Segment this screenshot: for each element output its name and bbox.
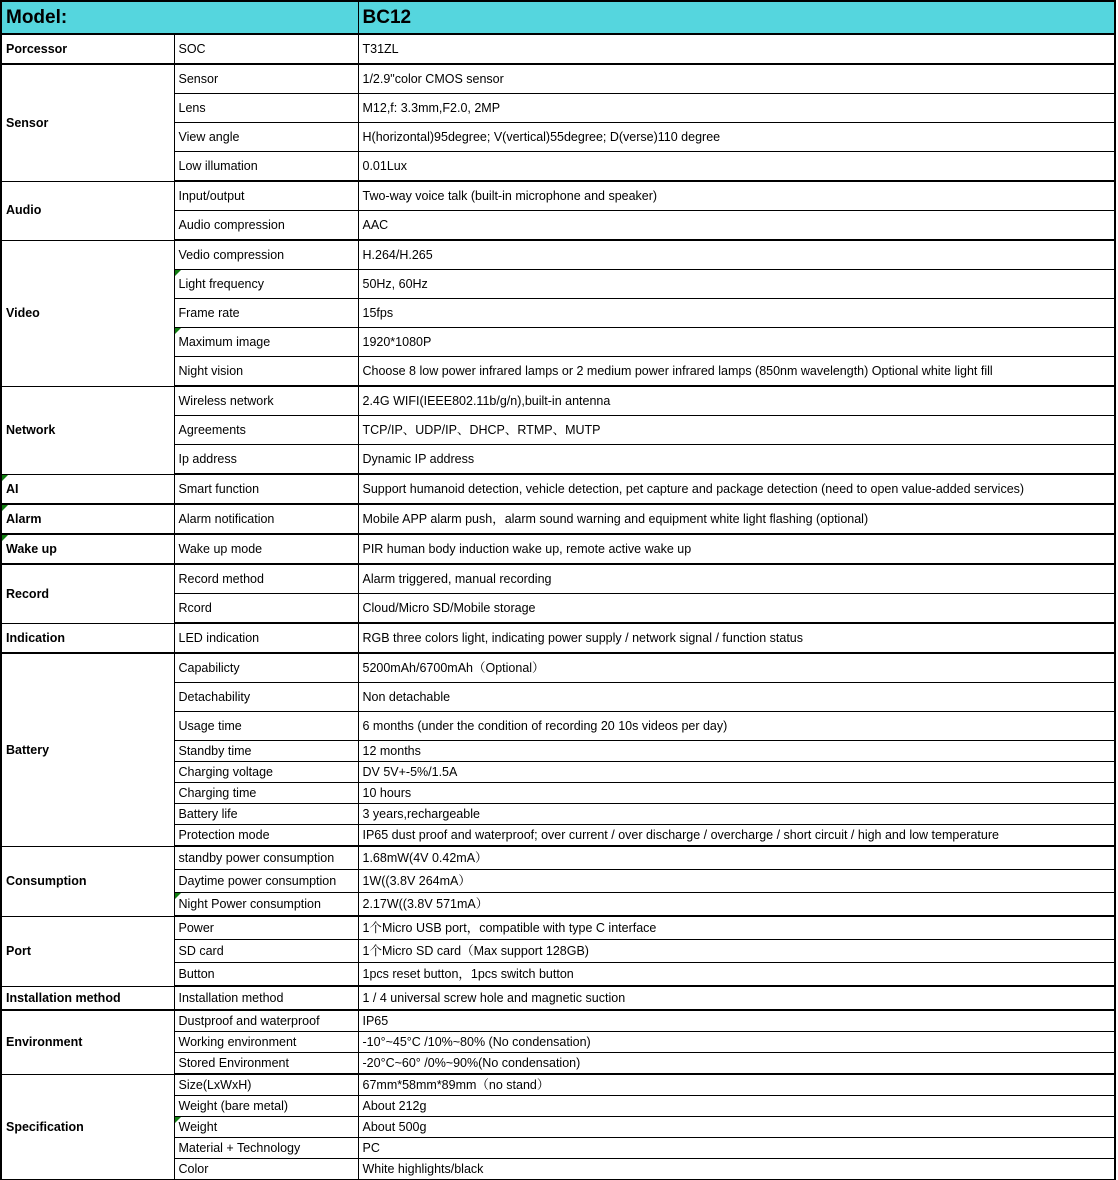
value-cell: IP65 [358,1010,1115,1032]
parameter-cell: Wake up mode [174,534,358,564]
parameter-cell: Vedio compression [174,240,358,270]
parameter-cell: Night Power consumption [174,893,358,917]
category-cell: Installation method [1,986,174,1010]
table-row [1,653,1115,683]
value-cell: TCP/IP、UDP/IP、DHCP、RTMP、MUTP [358,416,1115,445]
value-cell: 1/2.9"color CMOS sensor [358,64,1115,94]
value-cell: Two-way voice talk (built-in microphone and speaker) [358,181,1115,211]
table-header-row [1,1,1115,34]
parameter-cell: Audio compression [174,211,358,241]
value-cell: Non detachable [358,683,1115,712]
parameter-cell: Protection mode [174,825,358,847]
value-cell: About 500g [358,1117,1115,1138]
table-row [1,986,1115,1010]
category-cell: AI [1,474,174,504]
table-row [1,1010,1115,1032]
value-cell: 50Hz, 60Hz [358,270,1115,299]
parameter-cell: Battery life [174,804,358,825]
category-cell: Wake up [1,534,174,564]
table-row [1,504,1115,534]
category-cell: Video [1,240,174,386]
category-cell: Port [1,916,174,986]
parameter-cell: Sensor [174,64,358,94]
header-model-value: BC12 [358,1,1115,34]
parameter-cell: Input/output [174,181,358,211]
parameter-cell: Detachability [174,683,358,712]
parameter-cell: Usage time [174,712,358,741]
value-cell: PIR human body induction wake up, remote active wake up [358,534,1115,564]
table-row [1,240,1115,270]
value-cell: 12 months [358,741,1115,762]
parameter-cell: Ip address [174,445,358,475]
value-cell: H(horizontal)95degree; V(vertical)55degree; D(verse)110 degree [358,123,1115,152]
parameter-cell: Charging time [174,783,358,804]
value-cell: 2.4G WIFI(IEEE802.11b/g/n),built-in antenna [358,386,1115,416]
category-cell: Porcessor [1,34,174,64]
value-cell: 15fps [358,299,1115,328]
value-cell: 1个Micro SD card（Max support 128GB) [358,940,1115,963]
table-row [1,34,1115,64]
parameter-cell: Agreements [174,416,358,445]
value-cell: Support humanoid detection, vehicle detection, pet capture and package detection (need to open value-added services) [358,474,1115,504]
value-cell: M12,f: 3.3mm,F2.0, 2MP [358,94,1115,123]
parameter-cell: Color [174,1159,358,1180]
value-cell: 1920*1080P [358,328,1115,357]
parameter-cell: Light frequency [174,270,358,299]
parameter-cell: Daytime power consumption [174,870,358,893]
parameter-cell: Charging voltage [174,762,358,783]
table-row [1,386,1115,416]
parameter-cell: Weight (bare metal) [174,1096,358,1117]
parameter-cell: LED indication [174,623,358,653]
parameter-cell: Capabilicty [174,653,358,683]
value-cell: 1W((3.8V 264mA） [358,870,1115,893]
table-row [1,623,1115,653]
value-cell: 3 years,rechargeable [358,804,1115,825]
value-cell: -20°C~60° /0%~90%(No condensation) [358,1053,1115,1075]
category-cell: Environment [1,1010,174,1074]
parameter-cell: Dustproof and waterproof [174,1010,358,1032]
category-cell: Network [1,386,174,474]
value-cell: 67mm*58mm*89mm（no stand） [358,1074,1115,1096]
value-cell: 1 / 4 universal screw hole and magnetic suction [358,986,1115,1010]
table-row [1,846,1115,870]
parameter-cell: View angle [174,123,358,152]
parameter-cell: Button [174,963,358,987]
value-cell: T31ZL [358,34,1115,64]
value-cell: -10°~45°C /10%~80% (No condensation) [358,1032,1115,1053]
value-cell: Cloud/Micro SD/Mobile storage [358,594,1115,624]
parameter-cell: Low illumation [174,152,358,182]
table-row [1,534,1115,564]
parameter-cell: Material + Technology [174,1138,358,1159]
parameter-cell: Working environment [174,1032,358,1053]
category-cell: Specification [1,1074,174,1180]
category-cell: Alarm [1,504,174,534]
table-row [1,181,1115,211]
value-cell: AAC [358,211,1115,241]
value-cell: Alarm triggered, manual recording [358,564,1115,594]
category-cell: Battery [1,653,174,846]
value-cell: White highlights/black [358,1159,1115,1180]
category-cell: Audio [1,181,174,240]
value-cell: 1.68mW(4V 0.42mA） [358,846,1115,870]
parameter-cell: Maximum image [174,328,358,357]
table-row [1,916,1115,940]
parameter-cell: Lens [174,94,358,123]
parameter-cell: SOC [174,34,358,64]
value-cell: About 212g [358,1096,1115,1117]
parameter-cell: standby power consumption [174,846,358,870]
category-cell: Record [1,564,174,623]
value-cell: 1pcs reset button，1pcs switch button [358,963,1115,987]
parameter-cell: Night vision [174,357,358,387]
value-cell: IP65 dust proof and waterproof; over current / over discharge / overcharge / short circuit / high and low temperature [358,825,1115,847]
category-cell: Indication [1,623,174,653]
value-cell: Choose 8 low power infrared lamps or 2 medium power infrared lamps (850nm wavelength) Optional white light fill [358,357,1115,387]
value-cell: 6 months (under the condition of recording 20 10s videos per day) [358,712,1115,741]
parameter-cell: SD card [174,940,358,963]
table-row [1,64,1115,94]
value-cell: 1个Micro USB port，compatible with type C interface [358,916,1115,940]
parameter-cell: Record method [174,564,358,594]
parameter-cell: Smart function [174,474,358,504]
value-cell: H.264/H.265 [358,240,1115,270]
parameter-cell: Rcord [174,594,358,624]
table-row [1,1074,1115,1096]
value-cell: PC [358,1138,1115,1159]
value-cell: 0.01Lux [358,152,1115,182]
table-row [1,474,1115,504]
parameter-cell: Stored Environment [174,1053,358,1075]
parameter-cell: Alarm notification [174,504,358,534]
value-cell: RGB three colors light, indicating power supply / network signal / function status [358,623,1115,653]
value-cell: 2.17W((3.8V 571mA） [358,893,1115,917]
value-cell: 5200mAh/6700mAh（Optional） [358,653,1115,683]
parameter-cell: Installation method [174,986,358,1010]
category-cell: Consumption [1,846,174,916]
table-row [1,564,1115,594]
category-cell: Sensor [1,64,174,181]
parameter-cell: Power [174,916,358,940]
parameter-cell: Standby time [174,741,358,762]
header-model-label: Model: [1,1,358,34]
parameter-cell: Weight [174,1117,358,1138]
parameter-cell: Wireless network [174,386,358,416]
value-cell: Mobile APP alarm push，alarm sound warning and equipment white light flashing (optional) [358,504,1115,534]
parameter-cell: Size(LxWxH) [174,1074,358,1096]
parameter-cell: Frame rate [174,299,358,328]
value-cell: 10 hours [358,783,1115,804]
value-cell: Dynamic IP address [358,445,1115,475]
value-cell: DV 5V+-5%/1.5A [358,762,1115,783]
